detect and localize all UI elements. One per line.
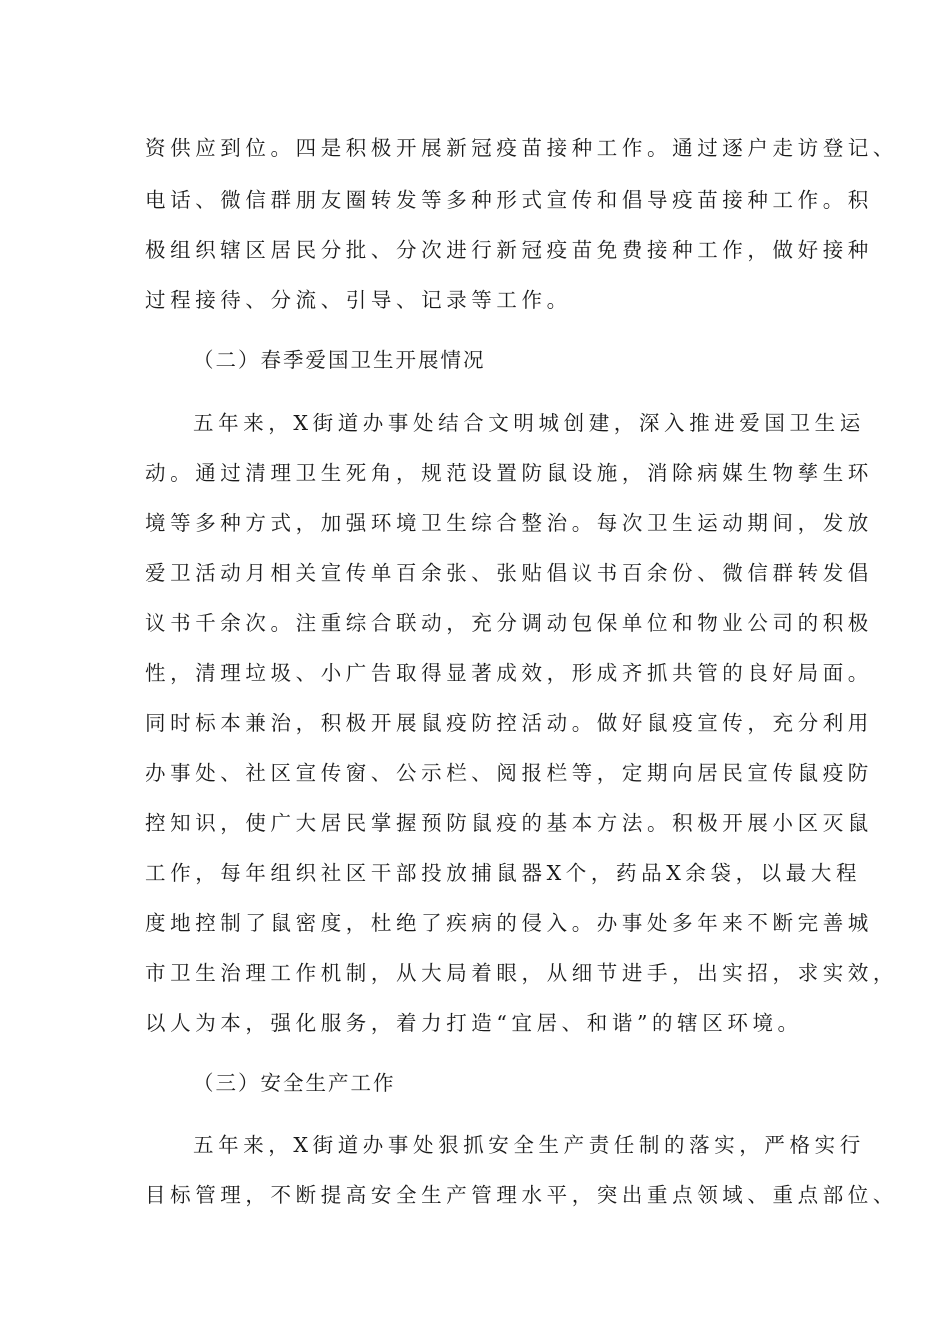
body-line: 工作，每年组织社区干部投放捕鼠器X个，药品X余袋，以最大程 — [145, 861, 862, 885]
body-line: 办事处、社区宣传窗、公示栏、阅报栏等，定期向居民宣传鼠疫防 — [145, 761, 873, 785]
body-line: 度地控制了鼠密度，杜绝了疾病的侵入。办事处多年来不断完善城 — [145, 911, 873, 935]
body-line: 资供应到位。四是积极开展新冠疫苗接种工作。通过逐户走访登记、 — [145, 136, 898, 160]
section-heading-2: （二）春季爱国卫生开展情况 — [193, 348, 486, 372]
body-line: 控知识，使广大居民掌握预防鼠疫的基本方法。积极开展小区灭鼠 — [145, 811, 873, 835]
body-line: 同时标本兼治，积极开展鼠疫防控活动。做好鼠疫宣传，充分利用 — [145, 711, 873, 735]
body-line: 市卫生治理工作机制，从大局着眼，从细节进手，出实招，求实效， — [145, 961, 898, 985]
body-line: 爱卫活动月相关宣传单百余张、张贴倡议书百余份、微信群转发倡 — [145, 561, 873, 585]
body-line: 五年来，X街道办事处狠抓安全生产责任制的落实，严格实行 — [193, 1133, 865, 1157]
body-line: 性，清理垃圾、小广告取得显著成效，形成齐抓共管的良好局面。 — [145, 661, 873, 685]
body-line: 目标管理，不断提高安全生产管理水平，突出重点领域、重点部位、 — [145, 1183, 898, 1207]
body-line: 极组织辖区居民分批、分次进行新冠疫苗免费接种工作，做好接种 — [145, 238, 873, 262]
body-line: 动。通过清理卫生死角，规范设置防鼠设施，消除病媒生物孳生环 — [145, 461, 873, 485]
body-line: 以人为本，强化服务，着力打造“宜居、和谐”的辖区环境。 — [145, 1011, 803, 1035]
body-line: 五年来，X街道办事处结合文明城创建，深入推进爱国卫生运 — [193, 411, 865, 435]
body-line: 电话、微信群朋友圈转发等多种形式宣传和倡导疫苗接种工作。积 — [145, 188, 873, 212]
body-line: 境等多种方式，加强环境卫生综合整治。每次卫生运动期间，发放 — [145, 511, 873, 535]
section-heading-3: （三）安全生产工作 — [193, 1071, 396, 1095]
body-line: 过程接待、分流、引导、记录等工作。 — [145, 288, 572, 312]
body-line: 议书千余次。注重综合联动，充分调动包保单位和物业公司的积极 — [145, 611, 873, 635]
